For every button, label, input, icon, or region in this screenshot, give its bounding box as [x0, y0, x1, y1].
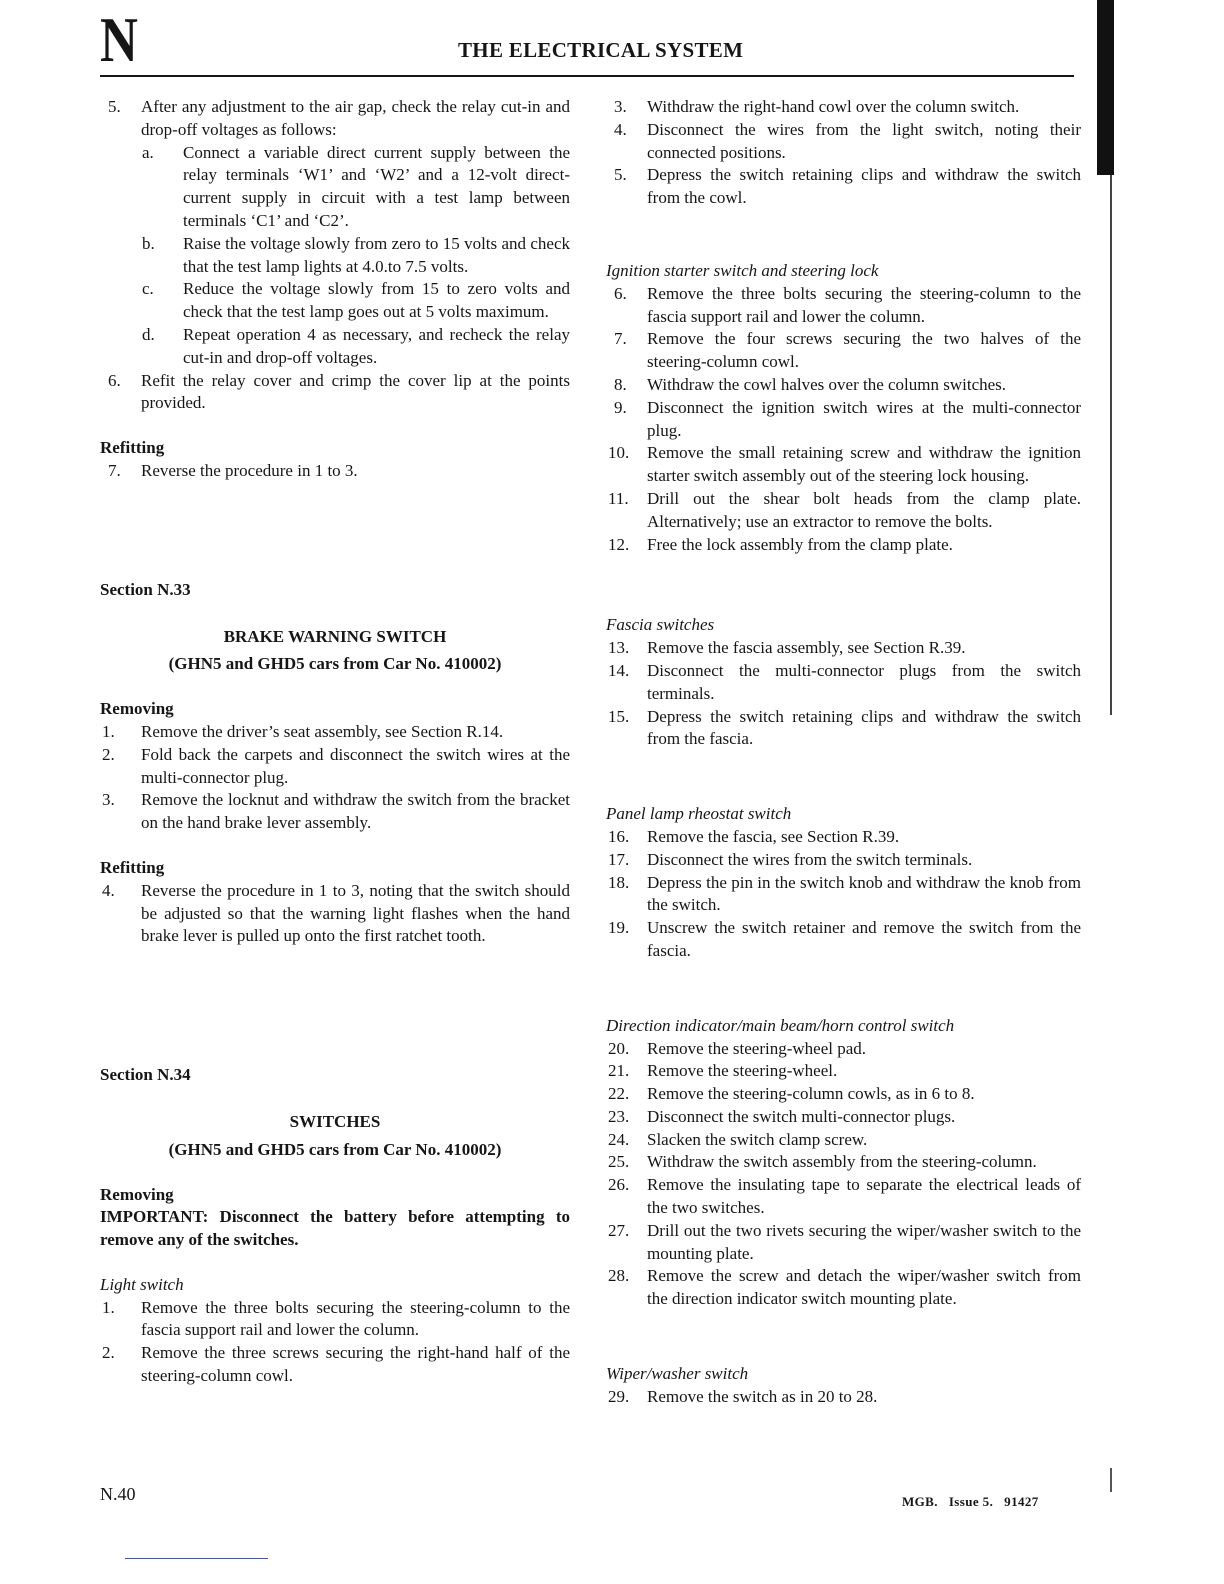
- item-number: 29.: [608, 1386, 630, 1406]
- item-text: Disconnect the wires from the switch terminals.: [647, 849, 973, 869]
- item-number: 3.: [102, 790, 115, 810]
- direction-item-27: [606, 1220, 1081, 1266]
- scan-edge-line: [1110, 175, 1112, 715]
- direction-item-24: [606, 1129, 1081, 1152]
- item-text: Unscrew the switch retainer and remove the switch from the fascia.: [647, 918, 1081, 960]
- item-text: Slacken the switch clamp screw.: [647, 1129, 868, 1149]
- item-number: 20.: [608, 1038, 630, 1058]
- ignition-item-10: [606, 442, 1081, 488]
- section-subtitle-n33: (GHN5 and GHD5 cars from Car No. 410002): [168, 654, 502, 674]
- item-text: Remove the screw and detach the wiper/washer switch from the direction indicator switch mounting plate.: [647, 1266, 1081, 1309]
- item-number: 7.: [108, 460, 121, 480]
- item-number: 9.: [614, 397, 627, 417]
- item-number: 2.: [102, 1343, 115, 1363]
- light-item-3: [606, 96, 1081, 119]
- important-notice: IMPORTANT: Disconnect the battery before attempting to remove any of the switches.: [100, 1207, 570, 1250]
- item-text: Remove the steering-wheel pad.: [647, 1038, 867, 1058]
- ignition-item-11: [606, 488, 1081, 534]
- item-text: Remove the steering-column cowls, as in 6 to 8.: [647, 1084, 975, 1104]
- item-text: Remove the small retaining screw and withdraw the ignition starter switch assembly out of the steering lock housing.: [647, 443, 1081, 486]
- n33-item-4: [100, 880, 570, 948]
- direction-item-22: [606, 1083, 1081, 1106]
- light-switch-heading: Light switch: [100, 1274, 184, 1294]
- sub-item-d: [100, 324, 570, 370]
- item-text: Connect a variable direct current supply between the relay terminals ‘W1’ and ‘W2’ and a 12-volt direct-current supply in circuit with a test lamp between terminals ‘C1’ and ‘C2’.: [183, 142, 570, 230]
- item-number: 5.: [614, 165, 627, 185]
- item-text: Remove the switch as in 20 to 28.: [647, 1386, 878, 1406]
- left-column: [100, 96, 570, 1388]
- sub-item-c: [100, 278, 570, 324]
- item-text: Depress the switch retaining clips and withdraw the switch from the cowl.: [647, 165, 1081, 208]
- wiper-washer-heading: Wiper/washer switch: [606, 1364, 749, 1384]
- direction-item-25: [606, 1151, 1081, 1174]
- ignition-item-6: [606, 283, 1081, 329]
- page-title: THE ELECTRICAL SYSTEM: [458, 38, 744, 62]
- item-number: 18.: [608, 872, 630, 892]
- item-number: 5.: [108, 97, 121, 116]
- issue-reference: MGB. Issue 5. 91427: [902, 1494, 1039, 1509]
- item-text: Refit the relay cover and crimp the cover lip at the points provided.: [141, 370, 570, 413]
- item-text: Reduce the voltage slowly from 15 to zero volts and check that the test lamp goes out at 5 volts maximum.: [183, 279, 570, 322]
- item-text: Drill out the shear bolt heads from the clamp plate. Alternatively; use an extractor to remove the bolts.: [647, 488, 1081, 531]
- direction-item-26: [606, 1174, 1081, 1220]
- item-text: Drill out the two rivets securing the wiper/washer switch to the mounting plate.: [647, 1220, 1081, 1263]
- item-number: 21.: [608, 1061, 630, 1081]
- panel-item-17: [606, 849, 1081, 872]
- section-letter: N: [100, 4, 137, 75]
- item-text: Remove the three bolts securing the steering-column to the fascia support rail and lower the column.: [647, 283, 1081, 326]
- fascia-heading: Fascia switches: [606, 615, 715, 635]
- item-letter: b.: [142, 233, 155, 253]
- item-number: 10.: [608, 443, 630, 463]
- list-item-6: [100, 370, 570, 416]
- item-number: 1.: [102, 1297, 115, 1317]
- list-item-5: [100, 96, 570, 142]
- item-text: Depress the switch retaining clips and withdraw the switch from the fascia.: [647, 706, 1081, 749]
- direction-indicator-heading: Direction indicator/main beam/horn control switch: [606, 1015, 955, 1035]
- item-text: Fold back the carpets and disconnect the switch wires at the multi-connector plug.: [141, 744, 570, 787]
- item-number: 24.: [608, 1129, 630, 1149]
- item-number: 15.: [608, 706, 630, 726]
- panel-item-19: [606, 917, 1081, 963]
- item-text: Disconnect the wires from the light switch, noting their connected positions.: [647, 119, 1081, 162]
- ignition-heading: Ignition starter switch and steering lock: [606, 260, 879, 280]
- wiper-item-29: [606, 1386, 1081, 1409]
- item-number: 7.: [614, 329, 627, 349]
- item-number: 28.: [608, 1266, 630, 1286]
- item-number: 14.: [608, 660, 630, 680]
- fascia-item-14: [606, 660, 1081, 706]
- item-number: 27.: [608, 1220, 630, 1240]
- item-number: 13.: [608, 638, 630, 658]
- item-number: 17.: [608, 849, 630, 869]
- item-number: 3.: [614, 97, 627, 116]
- item-number: 1.: [102, 721, 115, 741]
- item-text: Withdraw the right-hand cowl over the column switch.: [647, 97, 1020, 116]
- item-number: 12.: [608, 534, 630, 554]
- item-number: 8.: [614, 374, 627, 394]
- ignition-item-7: [606, 328, 1081, 374]
- section-subtitle-n34: (GHN5 and GHD5 cars from Car No. 410002): [168, 1139, 502, 1159]
- fascia-item-15: [606, 706, 1081, 752]
- item-text: Withdraw the switch assembly from the steering-column.: [647, 1152, 1037, 1172]
- item-number: 26.: [608, 1175, 630, 1195]
- item-number: 19.: [608, 918, 630, 938]
- item-text: Reverse the procedure in 1 to 3, noting that the switch should be adjusted so that the warning light flashes when the hand brake lever is pulled up onto the first ratchet tooth.: [141, 880, 570, 946]
- direction-item-21: [606, 1060, 1081, 1083]
- item-text: Free the lock assembly from the clamp plate.: [647, 534, 953, 554]
- item-number: 6.: [614, 283, 627, 303]
- sub-item-b: [100, 233, 570, 279]
- right-column: [606, 96, 1081, 1409]
- panel-item-18: [606, 872, 1081, 918]
- item-number: 16.: [608, 826, 630, 846]
- bottom-link-underline: [125, 1558, 268, 1559]
- item-text: Remove the three bolts securing the steering-column to the fascia support rail and lower the column.: [141, 1297, 570, 1340]
- light-item-5: [606, 164, 1081, 210]
- item-number: 4.: [102, 880, 115, 900]
- item-text: Reverse the procedure in 1 to 3.: [141, 460, 358, 480]
- item-text: Disconnect the multi-connector plugs from the switch terminals.: [647, 660, 1081, 703]
- n33-item-3: [100, 789, 570, 835]
- item-text: Raise the voltage slowly from zero to 15 volts and check that the test lamp lights at 4.0.to 7.5 volts.: [183, 233, 570, 276]
- page-number: N.40: [100, 1484, 136, 1504]
- sub-item-a: [100, 142, 570, 233]
- section-label-n33: Section N.33: [100, 579, 191, 599]
- item-text: Remove the insulating tape to separate the electrical leads of the two switches.: [647, 1175, 1081, 1218]
- direction-item-20: [606, 1038, 1081, 1061]
- item-text: Remove the three screws securing the right-hand half of the steering-column cowl.: [141, 1343, 570, 1386]
- fascia-item-13: [606, 637, 1081, 660]
- ignition-item-9: [606, 397, 1081, 443]
- light-item-4: [606, 119, 1081, 165]
- scan-edge-bar: [1097, 0, 1114, 175]
- item-text: Remove the driver’s seat assembly, see Section R.14.: [141, 721, 504, 741]
- item-text: Remove the fascia, see Section R.39.: [647, 826, 900, 846]
- item-number: 11.: [608, 488, 629, 508]
- item-number: 25.: [608, 1152, 630, 1172]
- direction-item-23: [606, 1106, 1081, 1129]
- item-number: 4.: [614, 119, 627, 139]
- removing-heading-n34: Removing: [100, 1184, 174, 1204]
- item-text: After any adjustment to the air gap, check the relay cut-in and drop-off voltages as follows:: [141, 97, 570, 139]
- item-number: 2.: [102, 744, 115, 764]
- scan-edge-tick: [1110, 1468, 1112, 1492]
- item-text: Disconnect the switch multi-connector plugs.: [647, 1106, 956, 1126]
- item-letter: c.: [142, 279, 154, 299]
- item-letter: d.: [142, 324, 155, 344]
- section-label-n34: Section N.34: [100, 1065, 191, 1085]
- panel-item-16: [606, 826, 1081, 849]
- item-text: Remove the steering-wheel.: [647, 1061, 838, 1081]
- item-letter: a.: [142, 142, 154, 162]
- n33-item-1: [100, 721, 570, 744]
- item-text: Depress the pin in the switch knob and withdraw the knob from the switch.: [647, 872, 1081, 915]
- item-text: Remove the locknut and withdraw the switch from the bracket on the hand brake lever assembly.: [141, 790, 570, 833]
- ignition-item-12: [606, 534, 1081, 557]
- section-title-n33: BRAKE WARNING SWITCH: [223, 626, 447, 646]
- item-number: 6.: [108, 370, 121, 390]
- item-text: Withdraw the cowl halves over the column switches.: [647, 374, 1007, 394]
- refitting-heading-n33: Refitting: [100, 857, 165, 877]
- n34-item-2: [100, 1342, 570, 1388]
- item-text: Repeat operation 4 as necessary, and recheck the relay cut-in and drop-off voltages.: [183, 324, 570, 367]
- list-item-7: [100, 460, 570, 483]
- n33-item-2: [100, 744, 570, 790]
- item-number: 23.: [608, 1106, 630, 1126]
- item-text: Remove the four screws securing the two halves of the steering-column cowl.: [647, 329, 1081, 372]
- item-text: Remove the fascia assembly, see Section R.39.: [647, 638, 966, 658]
- item-text: Disconnect the ignition switch wires at the multi-connector plug.: [647, 397, 1081, 440]
- direction-item-28: [606, 1265, 1081, 1311]
- panel-lamp-heading: Panel lamp rheostat switch: [606, 804, 792, 824]
- n34-item-1: [100, 1297, 570, 1343]
- ignition-item-8: [606, 374, 1081, 397]
- removing-heading-n33: Removing: [100, 699, 174, 719]
- header-rule: [100, 75, 1074, 77]
- refitting-heading: Refitting: [100, 438, 165, 458]
- item-number: 22.: [608, 1084, 630, 1104]
- section-title-n34: SWITCHES: [289, 1111, 381, 1131]
